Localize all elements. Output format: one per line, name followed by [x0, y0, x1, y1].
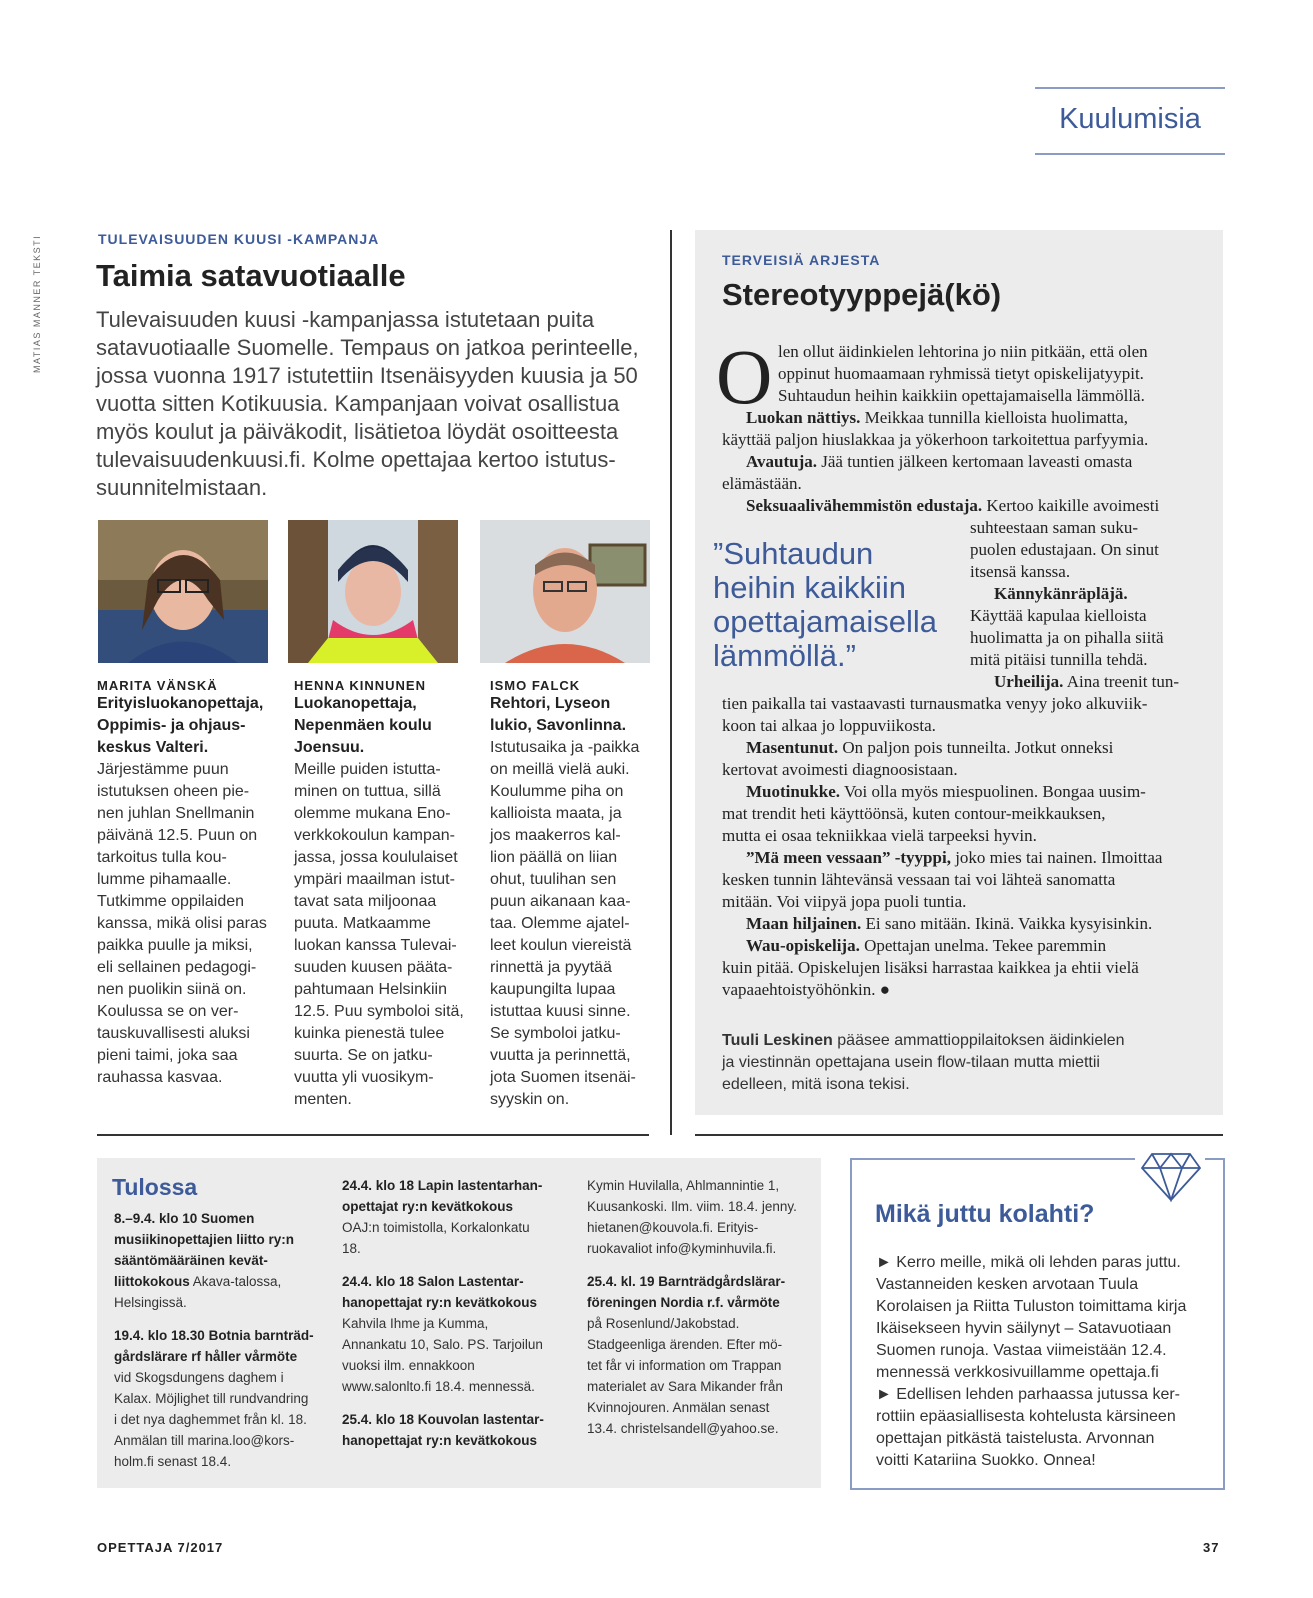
- text-line: suhteestaan saman suku-: [970, 518, 1139, 537]
- page-number: 37: [1203, 1540, 1220, 1555]
- text-line: istuttaa kuusi sinne.: [490, 1003, 631, 1020]
- text-line: Koulussa se on ver-: [97, 1003, 239, 1020]
- feedback-line: opettajan pitkästä taistelusta. Arvonnan: [876, 1430, 1155, 1447]
- tulossa-col3: [587, 1175, 817, 1451]
- text-line: mitä pitäisi tunnilla tehdä.: [970, 650, 1148, 669]
- text-line: puuta. Matkaamme: [294, 915, 431, 932]
- person-title: [97, 693, 277, 759]
- lead-line: jossa vuonna 1917 istutettiin Itsenäisyyden kuusia ja 50: [96, 363, 638, 388]
- text-line: mat trendit heti käyttöönsä, kuten contour-meikkauksen,: [722, 804, 1106, 823]
- title-line: Luokanopettaja,: [294, 695, 417, 712]
- intro-line: oppinut huomaamaan ryhmissä tietyt opiskelijatyypit.: [778, 364, 1144, 383]
- quote-line: heihin kaikkiin: [713, 570, 906, 605]
- event-item: [342, 1271, 567, 1397]
- feedback-line: rottiin epäasiallisesta kohtelusta kärsineen: [876, 1408, 1176, 1425]
- event-text: ruokavaliot info@kyminhuvila.fi.: [587, 1241, 777, 1256]
- title-line: Nepenmäen koulu: [294, 717, 432, 734]
- feedback-line: voitti Katariina Suokko. Onnea!: [876, 1452, 1096, 1469]
- person-marita: [97, 678, 277, 1089]
- event-text: Kahvila Ihme ja Kumma,: [342, 1316, 489, 1331]
- event-item: [587, 1175, 817, 1259]
- left-kicker: TULEVAISUUDEN KUUSI -KAMPANJA: [98, 231, 380, 247]
- quote-line: ”Suhtaudun: [713, 536, 874, 571]
- left-lead: [96, 306, 656, 502]
- event-text: på Rosenlund/Jakobstad.: [587, 1316, 740, 1331]
- event-heading: hanopettajat ry:n kevätkokous: [342, 1295, 538, 1310]
- text-line: tarkoitus tulla kou-: [97, 849, 227, 866]
- event-item: 8.–9.4. klo 10 Suomen musiikinopettajien liitto ry:n sääntömääräinen kevät- liittokokous Akava-talossa, Helsingissä.: [114, 1208, 329, 1313]
- text-line: jos maakerros kal-: [490, 827, 621, 844]
- title-line: Erityisluokanopettaja,: [97, 695, 264, 712]
- event-heading: föreningen Nordia r.f. vårmöte: [587, 1295, 780, 1310]
- text-line: eli sellainen pedagogi-: [97, 959, 257, 976]
- text-line: Tutkimme oppilaiden: [97, 893, 245, 910]
- person-name: HENNA KINNUNEN: [294, 678, 426, 693]
- feedback-line: Suomen runoja. Vastaa viimeistään 12.4.: [876, 1342, 1167, 1359]
- event-heading: sääntömääräinen kevät-: [114, 1253, 268, 1268]
- lead-line: Tulevaisuuden kuusi -kampanjassa istutetaan puita: [96, 307, 595, 332]
- person-title: [490, 693, 670, 737]
- quote-line: opettajamaisella: [713, 604, 938, 639]
- section-label: Kuulumisia: [1035, 87, 1225, 155]
- column-body-bottom: tien paikalla tai vastaavasti turnausmatka venyy joko alkuviik- koon tai alkaa jo loppuviikosta. Masentunut. On paljon pois tunneilta. Jotkut onneksi kertovat avoimesti diagnoosistaan. Muotinukke. Voi olla myös miespuolinen. Bongaa uusim- mat trendit heti käyttöönsä, kuten contour-meikkauksen, mutta ei osaa tekniikkaa vielä tarpeeksi hyvin. ”Mä meen vessaan” -tyyppi, joko mies tai nainen. Ilmoittaa kesken tunnin lähtevänsä vessaan tai voi lähteä sanomatta mitään. Voi viipyä jopa puoli tuntia. Maan hiljainen. Ei sano mitään. Ikinä. Vaikka kysyisinkin. Wau-opiskelija. Opettajan unelma. Tekee paremmin kuin pitää. Opiskelujen lisäksi harrastaa kaikkea ja ehtii vielä vapaaehtoistyöhönkin. ●: [722, 693, 1218, 1001]
- column-body-mid: suhteestaan saman suku- puolen edustajaan. On sinut itsensä kanssa. Kännykänräpläjä. Käyttää kapulaa kielloista huolimatta ja on pihalla siitä mitä pitäisi tunnilla tehdä. Urheilija. Aina treenit tun-: [970, 517, 1220, 693]
- text-line: lion päällä on liian: [490, 849, 618, 866]
- text-line: kanssa, mikä olisi paras: [97, 915, 267, 932]
- event-text: Anmälan till marina.loo@kors-: [114, 1433, 295, 1448]
- event-heading: 25.4. kl. 19 Barnträdgårdslärar-: [587, 1274, 786, 1289]
- text-line: Se symboloi jatku-: [490, 1025, 621, 1042]
- feedback-line: Korolaisen ja Riitta Tuluston toimittama kirja: [876, 1298, 1187, 1315]
- text-line: Käyttää kapulaa kielloista: [970, 606, 1147, 625]
- event-text: Kalax. Möjlighet till rundvandring: [114, 1391, 309, 1406]
- text-line: on meillä vielä auki.: [490, 761, 630, 778]
- event-text: holm.fi senast 18.4.: [114, 1454, 232, 1469]
- tulossa-col2: [342, 1175, 567, 1463]
- text-line: kuinka pienestä tulee: [294, 1025, 445, 1042]
- event-item: [342, 1175, 567, 1259]
- tulossa-col1: [114, 1208, 329, 1484]
- text-line: jassa, jossa koululaiset: [294, 849, 458, 866]
- text-line: nen puolikin siinä on.: [97, 981, 247, 998]
- quote-line: lämmöllä.”: [713, 638, 856, 673]
- left-title: Taimia satavuotiaalle: [96, 258, 406, 293]
- photo-marita: [98, 520, 268, 663]
- event-item: [587, 1271, 817, 1439]
- person-henna: [294, 678, 474, 1111]
- text-line: Istutusaika ja -paikka: [490, 739, 640, 756]
- person-title: [294, 693, 474, 759]
- pull-quote: [713, 537, 963, 673]
- text-line: rinnettä ja pyytää: [490, 959, 612, 976]
- event-heading: gårdslärare rf håller vårmöte: [114, 1349, 298, 1364]
- text-line: tien paikalla tai vastaavasti turnausmatka venyy joko alkuviik-: [722, 694, 1148, 713]
- text-line: syyskin on.: [490, 1091, 570, 1108]
- feedback-line: mennessä verkkosivuillamme opettaja.fi: [876, 1364, 1159, 1381]
- feedback-title: Mikä juttu kolahti?: [875, 1200, 1095, 1228]
- tulossa-title: Tulossa: [112, 1174, 198, 1200]
- feedback-line: ► Kerro meille, mikä oli lehden paras juttu.: [876, 1254, 1181, 1271]
- text-line: luokan kanssa Tulevai-: [294, 937, 457, 954]
- event-text: hietanen@kouvola.fi. Erityis-: [587, 1220, 759, 1235]
- text-line: pahtumaan Helsinkiin: [294, 981, 447, 998]
- lead-line: myös koulut ja päiväkodit, lisätietoa löydät osoitteesta: [96, 419, 619, 444]
- text-line: jota Suomen itsenäi-: [490, 1069, 636, 1086]
- event-heading: hanopettajat ry:n kevätkokous: [342, 1433, 538, 1448]
- text-line: rauhassa kasvaa.: [97, 1069, 223, 1086]
- text-line: paikka puulle ja miksi,: [97, 937, 253, 954]
- feedback-text: [876, 1252, 1216, 1472]
- lead-line: suunnitelmistaan.: [96, 475, 268, 500]
- text-line: olemme mukana Eno-: [294, 805, 451, 822]
- lead-line: tulevaisuudenkuusi.fi. Kolme opettajaa kertoo istutus-: [96, 447, 616, 472]
- event-text: Annankatu 10, Salo. PS. Tarjoilun: [342, 1337, 543, 1352]
- event-text: Stadgeenliga ärenden. Efter mö-: [587, 1337, 783, 1352]
- event-text: tet får vi information om Trappan: [587, 1358, 782, 1373]
- event-heading: 24.4. klo 18 Salon Lastentar-: [342, 1274, 524, 1289]
- feedback-line: Vastanneiden kesken arvotaan Tuula: [876, 1276, 1139, 1293]
- intro-line: Suhtaudun heihin kaikkiin opettajamaisella lämmöllä.: [778, 386, 1145, 405]
- text-line: minen on tuttua, sillä: [294, 783, 441, 800]
- title-line: lukio, Savonlinna.: [490, 717, 627, 734]
- right-title: Stereotyyppejä(kö): [722, 277, 1002, 312]
- author-line: ja viestinnän opettajana usein flow-tilaan mutta miettii: [722, 1054, 1100, 1071]
- text-line: menten.: [294, 1091, 352, 1108]
- feedback-line: Ikäisekseen hyvin säilynyt – Satavuotiaan: [876, 1320, 1172, 1337]
- event-heading: liittokokous: [114, 1274, 190, 1289]
- title-line: keskus Valteri.: [97, 739, 209, 756]
- photo-credit: MATIAS MANNER TEKSTI: [32, 234, 42, 373]
- person-text: [490, 737, 670, 1111]
- text-line: 12.5. Puu symboloi sitä,: [294, 1003, 464, 1020]
- title-line: Joensuu.: [294, 739, 365, 756]
- event-item: [342, 1409, 567, 1451]
- dropcap: O: [716, 333, 773, 420]
- text-line: kesken tunnin lähtevänsä vessaan tai voi lähteä sanomatta: [722, 870, 1116, 889]
- text-line: puolen edustajaan. On sinut: [970, 540, 1159, 559]
- text-line: koon tai alkaa jo loppuviikosta.: [722, 716, 936, 735]
- text-line: nen juhlan Snellmanin: [97, 805, 255, 822]
- text-line: kaupungilta lupaa: [490, 981, 616, 998]
- text-line: ohut, tuulihan sen: [490, 871, 617, 888]
- text-line: itsensä kanssa.: [970, 562, 1071, 581]
- event-text: i det nya daghemmet från kl. 18.: [114, 1412, 307, 1427]
- event-heading: 8.–9.4. klo 10 Suomen: [114, 1211, 255, 1226]
- right-kicker: TERVEISIÄ ARJESTA: [722, 252, 881, 268]
- magazine-issue: OPETTAJA 7/2017: [97, 1540, 224, 1555]
- person-name: ISMO FALCK: [490, 678, 581, 693]
- text-line: kallioista maata, ja: [490, 805, 622, 822]
- person-text: [97, 759, 277, 1089]
- event-text: vuoksi ilm. ennakkoon: [342, 1358, 475, 1373]
- text-line: päivänä 12.5. Puun on: [97, 827, 258, 844]
- text-line: vuutta yli vuosikym-: [294, 1069, 434, 1086]
- event-heading: 19.4. klo 18.30 Botnia barnträd-: [114, 1328, 314, 1343]
- person-ismo: [490, 678, 670, 1111]
- text-line: Meille puiden istutta-: [294, 761, 441, 778]
- feedback-line: ► Edellisen lehden parhaassa jutussa ker-: [876, 1386, 1181, 1403]
- text-line: ympäri maailman istut-: [294, 871, 455, 888]
- author-bio: Tuuli Leskinen pääsee ammattioppilaitoksen äidinkielen ja viestinnän opettajana usein flow-tilaan mutta miettii edelleen, mitä isona tekisi.: [722, 1030, 1218, 1096]
- text-line: huolimatta ja on pihalla siitä: [970, 628, 1164, 647]
- text-line: taa. Olemme ajatel-: [490, 915, 630, 932]
- column-divider: [670, 230, 672, 1135]
- event-heading: 24.4. klo 18 Lapin lastentarhan-: [342, 1178, 543, 1193]
- event-text: materialet av Sara Mikander från: [587, 1379, 783, 1394]
- lead-line: satavuotiaalle Suomelle. Tempaus on jatkoa perinteelle,: [96, 335, 639, 360]
- title-line: Oppimis- ja ohjaus-: [97, 717, 246, 734]
- intro-line: len ollut äidinkielen lehtorina jo niin pitkään, että olen: [778, 342, 1148, 361]
- end-mark: ●: [879, 980, 890, 999]
- event-item: [114, 1325, 329, 1472]
- person-text: [294, 759, 474, 1111]
- text-line: Järjestämme puun: [97, 761, 229, 778]
- text-line: suuden kuusen päätа-: [294, 959, 453, 976]
- right-bottom-rule: [695, 1134, 1223, 1136]
- intro-text: [778, 341, 1218, 407]
- text-line: istutuksen oheen pie-: [97, 783, 250, 800]
- left-bottom-rule: [97, 1134, 649, 1136]
- photo-henna: [288, 520, 458, 663]
- lead-line: vuotta sitten Kotikuusia. Kampanjaan voivat osallistua: [96, 391, 620, 416]
- text-line: mutta ei osaa tekniikkaa vielä tarpeeksi hyvin.: [722, 826, 1037, 845]
- text-line: leet koulun viereistä: [490, 937, 632, 954]
- text-line: Koulumme piha on: [490, 783, 624, 800]
- text-line: lumme pihamaalle.: [97, 871, 232, 888]
- event-text: Kymin Huvilalla, Ahlmannintie 1,: [587, 1178, 780, 1193]
- text-line: mitään. Voi viipyä jopa puoli tuntia.: [722, 892, 967, 911]
- event-heading: 25.4. klo 18 Kouvolan lastentar-: [342, 1412, 544, 1427]
- text-line: suurta. Se on jatku-: [294, 1047, 433, 1064]
- text-line: puun aikanaan kaa-: [490, 893, 631, 910]
- event-text: vid Skogsdungens daghem i: [114, 1370, 284, 1385]
- text-line: pieni taimi, joka saa: [97, 1047, 238, 1064]
- event-text: OAJ:n toimistolla, Korkalonkatu: [342, 1220, 530, 1235]
- event-heading: opettajat ry:n kevätkokous: [342, 1199, 514, 1214]
- person-name: MARITA VÄNSKÄ: [97, 678, 218, 693]
- event-text: www.salonlto.fi 18.4. mennessä.: [342, 1379, 535, 1394]
- event-text: Kvinnojouren. Anmälan senast: [587, 1400, 770, 1415]
- text-line: verkkokoulun kampan-: [294, 827, 455, 844]
- event-heading: musiikinopettajien liitto ry:n: [114, 1232, 295, 1247]
- photo-ismo: [480, 520, 650, 663]
- text-line: tauskuvallisesti aluksi: [97, 1025, 250, 1042]
- event-text: Helsingissä.: [114, 1295, 187, 1310]
- text-line: tavat sata miljoonaa: [294, 893, 437, 910]
- column-body-top: Luokan nättiys. Meikkaa tunnilla kielloista huolimatta, käyttää paljon hiuslakkaa ja yökerhoon tarkoitettua parfyymia. Avautuja. Jää tuntien jälkeen kertomaan laveasti omasta elämästään. Seksuaalivähemmistön edustaja. Kertoo kaikille avoimesti: [722, 408, 1160, 515]
- event-text: 18.: [342, 1241, 361, 1256]
- event-text: 13.4. christelsandell@yahoo.se.: [587, 1421, 779, 1436]
- event-text: Kuusankoski. Ilm. viim. 18.4. jenny.: [587, 1199, 797, 1214]
- title-line: Rehtori, Lyseon: [490, 695, 611, 712]
- diamond-icon: [1140, 1150, 1202, 1202]
- author-line: edelleen, mitä isona tekisi.: [722, 1076, 910, 1093]
- text-line: vuutta ja perinnettä,: [490, 1047, 631, 1064]
